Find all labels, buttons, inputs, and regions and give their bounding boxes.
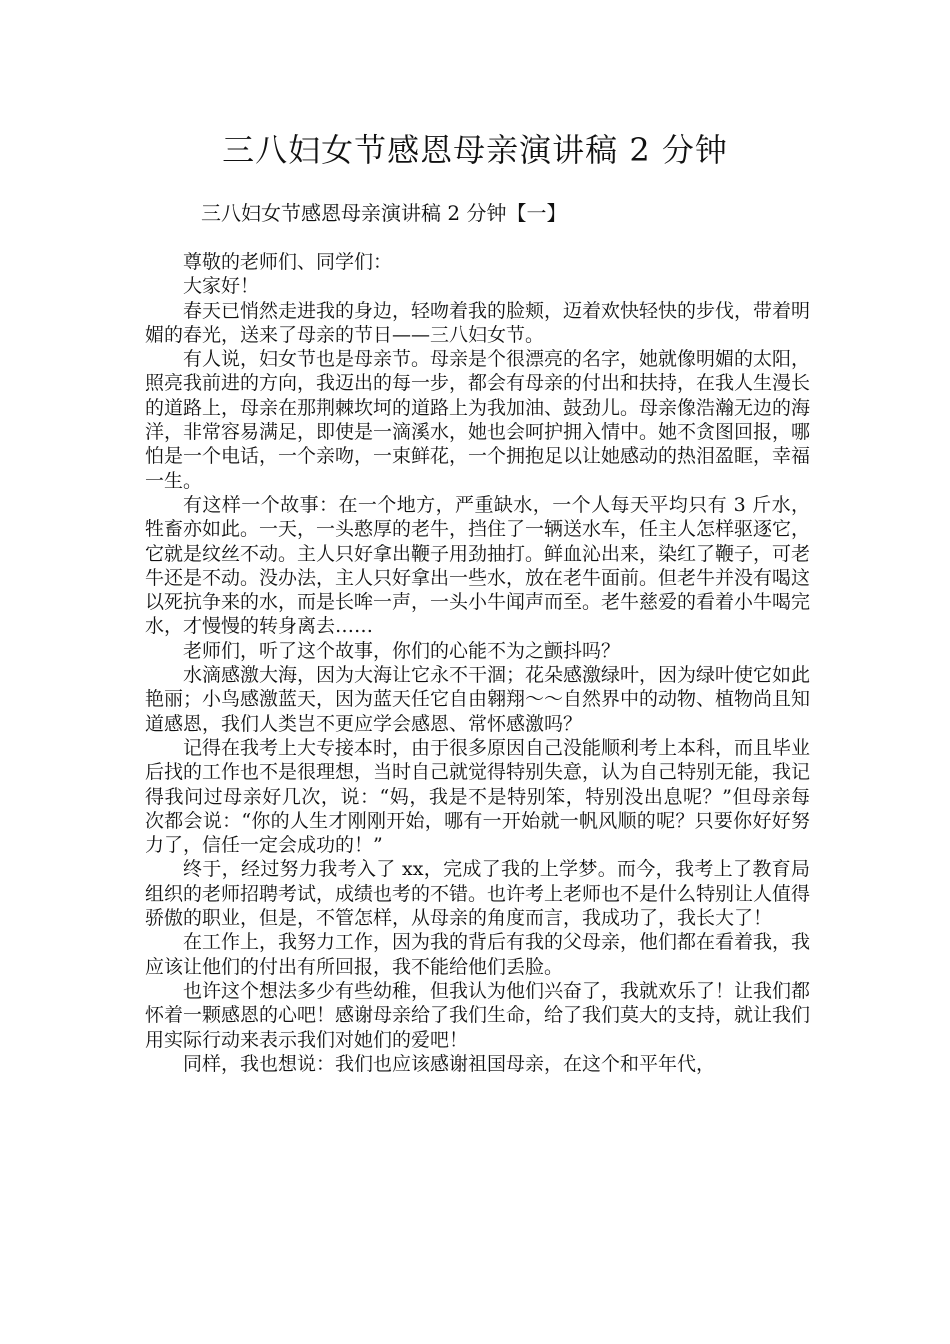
body-paragraph: 春天已悄然走进我的身边，轻吻着我的脸颊，迈着欢快轻快的步伐，带着明媚的春光，送来了母亲的节日——三八妇女节。 (145, 299, 811, 346)
body-paragraph: 老师们，听了这个故事，你们的心能不为之颤抖吗？ (183, 639, 621, 662)
greeting-paragraph: 尊敬的老师们、同学们： (183, 251, 393, 273)
body-paragraph: 记得在我考上大专接本时，由于很多原因自己没能顺利考上本科，而且毕业后找的工作也不是很理想，当时自己就觉得特别失意，认为自己特别无能，我记得我问过母亲好几次，说：“妈，我是不是特别笨，特别没出息呢？”但母亲每次都会说：“你的人生才刚刚开始，哪有一开始就一帆风顺的呢？只要你好好努力了，信任一定会成功的！” (145, 736, 811, 857)
section-heading: 三八妇女节感恩母亲演讲稿 2 分钟【一】 (201, 201, 567, 225)
body-paragraph: 有人说，妇女节也是母亲节。母亲是个很漂亮的名字，她就像明媚的太阳，照亮我前进的方向，我迈出的每一步，都会有母亲的付出和扶持，在我人生漫长的道路上，母亲在那荆棘坎坷的道路上为我加油、鼓劲儿。母亲像浩瀚无边的海洋，非常容易满足，即使是一滴溪水，她也会呵护拥入情中。她不贪图回报，哪怕是一个电话，一个亲吻，一束鲜花，一个拥抱足以让她感动的热泪盈眶，幸福一生。 (145, 348, 811, 492)
body-paragraph: 同样，我也想说：我们也应该感谢祖国母亲，在这个和平年代， (183, 1052, 716, 1075)
body-paragraph: 水滴感激大海，因为大海让它永不干涸；花朵感激绿叶，因为绿叶使它如此艳丽；小鸟感激蓝天，因为蓝天任它自由翱翔～～自然界中的动物、植物尚且知道感恩，我们人类岂不更应学会感恩、常怀感激吗？ (145, 664, 811, 735)
document-body (145, 250, 810, 1076)
document-title: 三八妇女节感恩母亲演讲稿 2 分钟 (222, 131, 728, 169)
body-paragraph: 在工作上，我努力工作，因为我的背后有我的父母亲，他们都在看着我，我应该让他们的付出有所回报，我不能给他们丢脸。 (145, 931, 811, 978)
body-paragraph: 也许这个想法多少有些幼稚，但我认为他们兴奋了，我就欢乐了！让我们都怀着一颗感恩的心吧！感谢母亲给了我们生命，给了我们莫大的支持，就让我们用实际行动来表示我们对她们的爱吧！ (145, 979, 811, 1051)
greeting-paragraph: 大家好！ (183, 275, 260, 298)
body-paragraph: 终于，经过努力我考入了 xx，完成了我的上学梦。而今，我考上了教育局组织的老师招聘考试，成绩也考的不错。也许考上老师也不是什么特别让人值得骄傲的职业，但是，不管怎样，从母亲的角度而言，我成功了，我长大了！ (145, 858, 811, 930)
body-paragraph: 有这样一个故事：在一个地方，严重缺水，一个人每天平均只有 3 斤水，牲畜亦如此。一天，一头憨厚的老牛，挡住了一辆送水车，任主人怎样驱逐它，它就是纹丝不动。主人只好拿出鞭子用劲抽打。鲜血沁出来，染红了鞭子，可老牛还是不动。没办法，主人只好拿出一些水，放在老牛面前。但老牛并没有喝这以死抗争来的水，而是长哞一声，一头小牛闻声而至。老牛慈爱的看着小牛喝完水，才慢慢的转身离去…… (145, 493, 811, 638)
